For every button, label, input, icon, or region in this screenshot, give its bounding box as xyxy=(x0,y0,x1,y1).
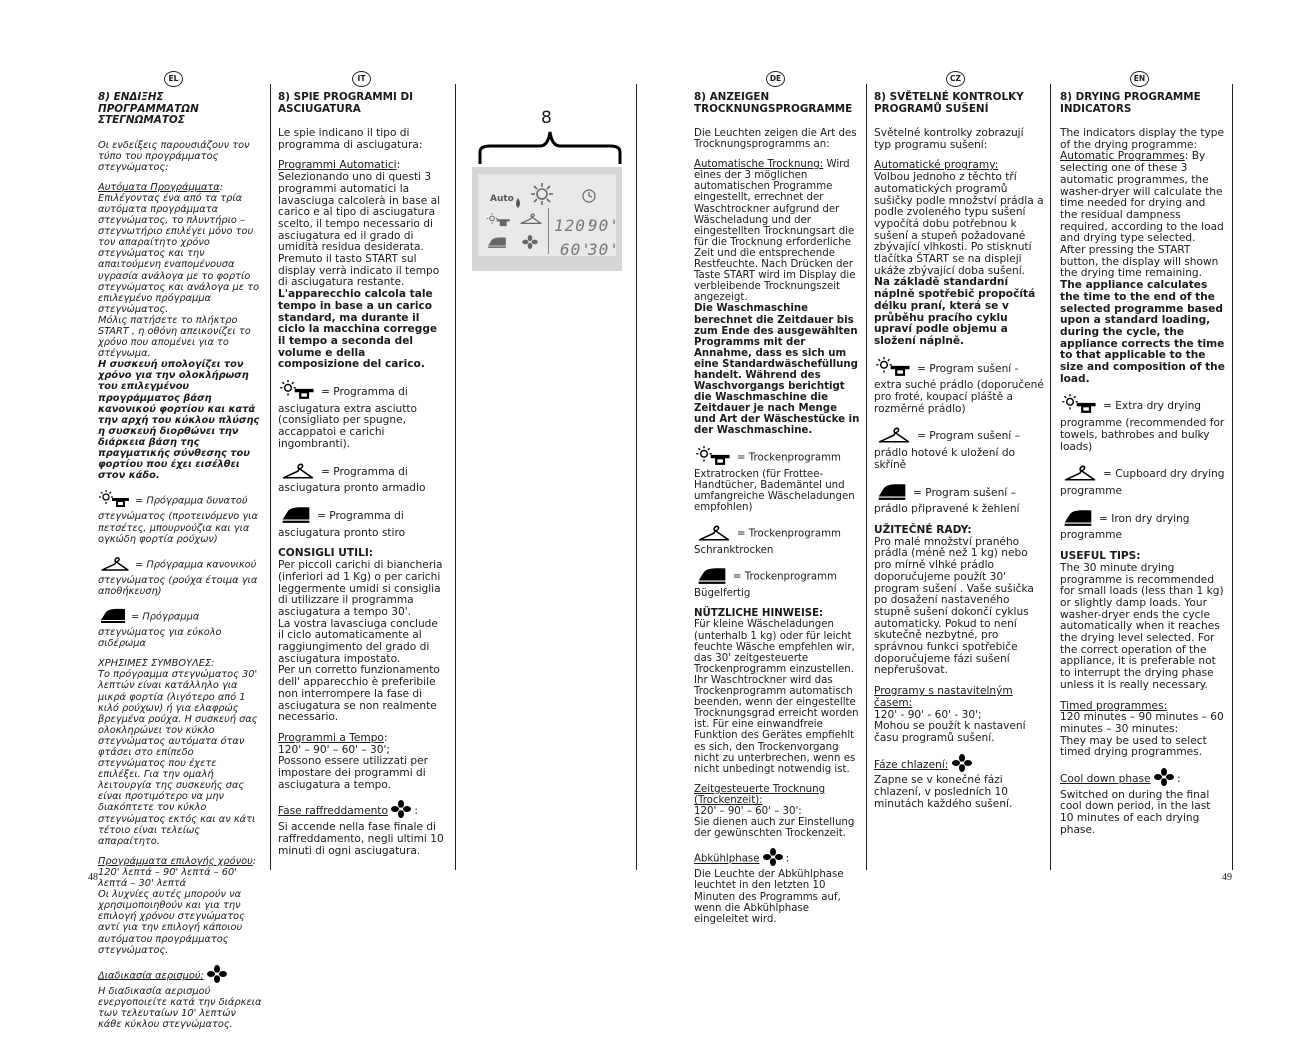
tips-heading: ΧΡΗΣΙΜΕΣ ΣΥΜΒΟΥΛΕΣ: xyxy=(98,658,215,670)
cool-section xyxy=(874,754,1044,811)
iron-row xyxy=(278,504,446,539)
cool-text: Die Leuchte der Abkühlphase leuchtet in den letzten 10 Minuten des Programms auf, wenn die Abkühlphase eingeleitet wird. xyxy=(694,869,844,925)
timed-heading: Programmi a Tempo xyxy=(278,731,384,744)
cool-text: Si accende nella fase finale di raffreddamento, negli ultimi 10 minuti di ogni asciugatura. xyxy=(278,821,444,857)
tips-section xyxy=(278,548,446,724)
tips-heading: NÜTZLICHE HINWEISE: xyxy=(694,608,824,620)
timed-heading: Timed programmes: xyxy=(1060,699,1168,712)
auto-text: Selezionando uno di questi 3 programmi automatici la lavasciuga calcolerà in base al carico e al tipo di asciugatura scelto, il tempo necessario di asciugatura ed il grado di umidità residua desiderata. Premuto il tasto START sul display verrà indicato il tempo di asciugatura restante. xyxy=(278,171,441,289)
auto-section xyxy=(874,160,1044,347)
tips-section xyxy=(874,525,1044,677)
iron-icon xyxy=(98,606,128,627)
extra-dry-text: = Extra dry drying programme (recommended for towels, bathrobes and bulky loads) xyxy=(1060,400,1225,453)
timed-text: They may be used to select timed drying programmes. xyxy=(1060,734,1207,759)
extra-dry-icon xyxy=(1060,394,1100,418)
cool-section: Fase raffreddamento : Si accende nella fase finale di raffreddamento, negli ultimi 10 minuti di ogni asciugatura. xyxy=(278,800,446,857)
iron-text: = Πρόγραμμα στεγνώματος για εύκολο σιδέρωμα xyxy=(98,611,222,650)
clock-icon xyxy=(582,188,596,207)
extra-dry-icon xyxy=(694,446,734,469)
cool-heading: Fáze chlazení: xyxy=(874,758,949,771)
column-divider xyxy=(1050,84,1051,870)
iron-row xyxy=(98,606,262,649)
cool-heading: Abkühlphase xyxy=(694,853,760,865)
column-divider xyxy=(1232,84,1233,870)
auto-bold: Η συσκευή υπολογίζει τον χρόνο για την ολοκλήρωση του επιλεγμένου προγράμματος βάση κανονικού φορτίου και κατά την αρχή του κύκλου πλύσης η συσκευή διορθώνει την διάρκεια βάση της πραγματικής σύνθεσης του φορτίου που έχει εισέλθει στον κάδο. xyxy=(98,359,260,482)
page-number-right: 49 xyxy=(1222,872,1232,883)
column-czech xyxy=(874,92,1044,819)
timed-section xyxy=(874,686,1044,745)
tips-heading: CONSIGLI UTILI: xyxy=(278,547,373,560)
hanger-icon xyxy=(98,554,132,575)
iron-icon xyxy=(874,481,910,505)
iron-icon xyxy=(486,234,508,253)
iron-text: = Programma di asciugatura pronto stiro xyxy=(278,509,406,539)
tips-section xyxy=(694,608,862,774)
timed-heading: Programy s nastavitelným časem: xyxy=(874,685,1013,709)
cupboard-text: = Programma di asciugatura pronto armadio xyxy=(278,465,426,495)
fan-icon xyxy=(391,800,411,822)
cool-heading: Διαδικασία αερισμού: xyxy=(98,970,204,982)
time-120: 120' xyxy=(554,216,597,235)
cool-text: Η διαδικασία αερισμού ενεργοποιείτε κατά την διάρκεια των τελευταίων 10' λεπτών κάθε κύκλου στεγνώματος. xyxy=(98,985,262,1031)
column-divider xyxy=(270,84,271,870)
auto-heading: Automatic Programmes xyxy=(1060,150,1185,163)
fan-icon xyxy=(522,234,538,253)
auto-section xyxy=(1060,128,1226,385)
extra-dry-row xyxy=(278,380,446,451)
cool-heading: Fase raffreddamento xyxy=(278,805,388,818)
flag-el: EL xyxy=(164,71,183,87)
intro-text: Die Leuchten zeigen die Art des Trocknungsprogramms an: xyxy=(694,128,857,151)
section-title: 8) ANZEIGEN TROCKNUNGSPROGRAMME xyxy=(694,91,853,115)
extra-dry-row xyxy=(98,490,262,544)
cupboard-row xyxy=(278,460,446,495)
cupboard-text: = Cupboard dry drying programme xyxy=(1060,468,1225,497)
column-divider xyxy=(636,84,637,870)
column-divider xyxy=(866,84,867,870)
iron-icon xyxy=(694,565,730,588)
intro-text: Světelné kontrolky zobrazují typ programu sušení: xyxy=(874,127,1024,151)
tips-text-2: La vostra lavasciuga conclude il ciclo automaticamente al raggiungimento del grado di asciugatura impostato. xyxy=(278,617,438,665)
figure-number: 8 xyxy=(541,108,552,128)
auto-heading: Automatische Trocknung: xyxy=(694,159,824,171)
flag-cz: CZ xyxy=(946,71,965,87)
hanger-icon xyxy=(518,210,544,230)
cool-section xyxy=(98,965,262,1030)
hanger-icon xyxy=(694,522,734,545)
auto-text: Επιλέγοντας ένα από τα τρία αυτόματα προγράμματα στεγνώματος, το πλυντήριο – στεγνωτήριο επιλέγει μόνο του τον απαραίτητο χρόνο στεγνώματος και την απαιτούμενη εναπομένουσα υγρασία ανάλογα με το φορτίο στεγνώματος και ανάλογα με το επιλεγμένο πρόγραμμα στεγνώματος. xyxy=(98,192,260,315)
auto-text-2: Μόλις πατήσετε το πλήκτρο START , η οθόνη απεικονίζει το χρόνο που απομένει για το στέγνωμα. xyxy=(98,314,251,360)
cupboard-row xyxy=(98,554,262,597)
section-title: 8) SPIE PROGRAMMI DI ASCIUGATURA xyxy=(278,91,413,115)
iron-text: = Iron dry drying programme xyxy=(1060,512,1190,542)
extra-dry-row xyxy=(694,446,862,513)
timed-section: Προγράμματα επιλογής χρόνου: 120' λεπτά – 90' λεπτά – 60' λεπτά – 30' λεπτά Οι λυχνίες αυτές μπορούν να χρησιμοποιηθούν και για την επιλογή χρόνου στεγνώματος αντί για την επιλογή κάποιου αυτόματου προγράμματος στεγνώματος. xyxy=(98,855,257,956)
tips-text: Per piccoli carichi di biancheria (inferiori ad 1 Kg) o per carichi leggermente umidi si consiglia di utilizzare il programma asciugatura a tempo 30'. xyxy=(278,559,443,618)
extra-dry-text: = Πρόγραμμα δυνατού στεγνώματος (προτεινόμενο για πετσέτες, μπουρνούζια και για ογκώδη φορτία ρούχων) xyxy=(98,495,258,545)
time-90: 90' xyxy=(588,216,620,235)
iron-text: = Trockenprogramm Bügelfertig xyxy=(694,571,837,600)
extra-dry-icon xyxy=(486,212,512,231)
fan-icon xyxy=(763,848,783,869)
tips-text: The 30 minute drying programme is recommended for small loads (less than 1 kg) or slightly damp loads. Your washer-dryer ends the cycle automatically when it reaches the drying level selected. For the correct operation of the appliance, it is preferable not to interrupt the drying phase unless it is really necessary. xyxy=(1060,561,1224,691)
auto-label: Auto xyxy=(490,194,514,204)
tips-text: Pro malé množství praného prádla (méně než 1 kg) nebo pro mírně vlhké prádlo doporučujeme použít 30' program sušení . Vaše sušička po dosažení nastaveného stupně sušení dokončí cyklus automaticky. Pokud to není skutečně nezbytné, pro správnou funkci spotřebiče doporučujeme fázi sušení nepřerušovat. xyxy=(874,535,1034,677)
timed-text: Mohou se použít k nastavení času programů sušení. xyxy=(874,720,1026,744)
timed-section: Programmi a Tempo: 120' – 90' – 60' – 30'; Possono essere utilizzati per impostare dei programmi di asciugatura a tempo. xyxy=(278,731,429,791)
auto-text: Wird eines der 3 möglichen automatischen Programme eingestellt, errechnet der Waschtrockner aufgrund der Wäscheladung und der eingestellten Trocknungsart die für die Trocknung erforderliche Zeit und die entsprechende Restfeuchte. Nach Drücken der Taste START wird im Display die verbleibende Trocknungszeit angezeigt. xyxy=(694,159,856,304)
auto-section xyxy=(694,159,862,436)
cupboard-text: = Program sušení – prádlo hotové k uložení do skříně xyxy=(874,430,1020,471)
extra-dry-text: = Programma di asciugatura extra asciutto (consigliato per spugne, accappatoi e carichi ingombranti). xyxy=(278,385,418,450)
hanger-icon xyxy=(278,460,318,484)
iron-icon xyxy=(278,504,314,528)
cupboard-row xyxy=(1060,462,1226,497)
sun-icon xyxy=(530,182,554,210)
auto-bold: The appliance calculates the time to the end of the selected programme based upon a standard loading, during the cycle, the appliance corrects the time to that applicable to the size and composition of the load. xyxy=(1060,279,1225,385)
timed-values: 120' – 90' – 60' – 30'; xyxy=(278,743,390,756)
time-30: 30' xyxy=(588,240,620,259)
tips-text: Το πρόγραμμα στεγνώματος 30' λεπτών είναι κατάλληλο για μικρά φορτία (λιγότερο από 1 κιλό ρούχων) ή για ελαφρώς βρεγμένα ρούχα. Η συσκευή σας ολοκληρώνει τον κύκλο στεγνώματος αυτόματα όταν φτάσει στο επίπεδο στεγνώματος που έχετε επιλέξει. Για την ομαλή λειτουργία της συσκευής σας είναι προτιμότερο να μην διακόπτετε τον κύκλο στεγνώματος εκτός και αν κάτι τέτοιο είναι τελείως απαραίτητο. xyxy=(98,669,258,847)
tips-heading: USEFUL TIPS: xyxy=(1060,550,1141,563)
tips-section xyxy=(98,658,262,847)
flag-en: EN xyxy=(1130,71,1149,87)
timed-values: 120' λεπτά – 90' λεπτά – 60' λεπτά – 30' λεπτά xyxy=(98,866,237,890)
auto-heading: Programmi Automatici xyxy=(278,159,397,172)
extra-dry-icon xyxy=(98,490,132,511)
fan-icon xyxy=(952,754,972,776)
fan-icon xyxy=(207,965,227,986)
flag-it: IT xyxy=(352,71,371,87)
display-panel xyxy=(472,167,622,271)
timed-text: Οι λυχνίες αυτές μπορούν να χρησιμοποιηθούν και για την επιλογή χρόνου στεγνώματος αντί για την επιλογή κάποιου αυτόματου προγράμματος στεγνώματος. xyxy=(98,889,245,956)
cupboard-text: = Πρόγραμμα κανονικού στεγνώματος (ρούχα έτοιμα για αποθήκευση) xyxy=(98,559,258,597)
cool-section: Cool down phase : Switched on during the final cool down period, in the last 10 minutes of each drying phase. xyxy=(1060,768,1226,837)
iron-icon xyxy=(1060,507,1096,531)
column-italian xyxy=(278,92,446,866)
auto-bold: Na základě standardní náplně spotřebič propočítá délku praní, která se v průběhu pracího cyklu upraví podle objemu a složení náplně. xyxy=(874,276,1036,347)
extra-dry-icon xyxy=(278,380,318,404)
tips-text-3: Per un corretto funzionamento dell' apparecchio è preferibile non interrompere la fase di asciugatura se non realmente necessario. xyxy=(278,664,440,724)
auto-text-2: After pressing the START button, the display will shown the drying time remaining. xyxy=(1060,244,1219,280)
timed-text: Sie dienen auch zur Einstellung der gewünschten Trockenzeit. xyxy=(694,817,855,840)
extra-dry-row xyxy=(1060,394,1226,453)
extra-dry-text: = Program sušení - extra suché prádlo (doporučené pro froté, koupací pláště a rozměrné prádlo) xyxy=(874,362,1044,415)
cool-section: Abkühlphase : Die Leuchte der Abkühlphase leuchtet in den letzten 10 Minuten des Programms auf, wenn die Abkühlphase eingeleitet wird. xyxy=(694,848,862,925)
extra-dry-text: = Trockenprogramm Extratrocken (für Frottee-Handtücher, Bademäntel und umfangreiche Wäscheladungen empfohlen) xyxy=(694,452,855,513)
hanger-icon xyxy=(874,424,914,448)
extra-dry-row xyxy=(874,357,1044,416)
timed-section xyxy=(1060,701,1226,760)
tips-heading: UŽITEČNÉ RADY: xyxy=(874,523,972,536)
page-number-left: 48 xyxy=(88,872,98,883)
cupboard-row xyxy=(874,424,1044,471)
timed-heading: Zeitgesteuerte Trocknung (Trockenzeit): xyxy=(694,783,826,806)
extra-dry-icon xyxy=(874,357,914,381)
intro-text: Οι ενδείξεις παρουσιάζουν τον τύπο του προγράμματος στεγνώματος: xyxy=(98,139,250,173)
iron-text: = Program sušení – prádlo připravené k žehlení xyxy=(874,486,1020,516)
fan-icon xyxy=(1154,768,1174,790)
timed-values: 120' - 90' - 60' - 30'; xyxy=(874,708,982,721)
auto-bold: L'apparecchio calcola tale tempo in base a un carico standard, ma durante il ciclo la macchina corregge il tempo a seconda del volume e della composizione del carico. xyxy=(278,288,438,371)
cool-text: Switched on during the final cool down period, in the last 10 minutes of each drying phase. xyxy=(1060,788,1211,836)
hanger-icon xyxy=(1060,462,1100,486)
auto-bold: Die Waschmaschine berechnet die Zeitdauer bis zum Ende des ausgewählten Programms mit der Annahme, dass es sich um eine Standardwäschefüllung handelt. Während des Waschvorgangs berichtigt die Waschmaschine die Zeitdauer je nach Menge und Art der Wäschestücke in der Waschmaschine. xyxy=(694,303,860,437)
timed-values: 120 minutes – 90 minutes – 60 minutes – 30 minutes: xyxy=(1060,711,1224,735)
section-title: 8) SVĚTELNÉ KONTROLKY PROGRAMŮ SUŠENÍ xyxy=(874,91,1024,115)
timed-values: 120' – 90' – 60' – 30': xyxy=(694,805,802,817)
intro-text: The indicators display the type of the drying programme: xyxy=(1060,127,1224,151)
display-divider xyxy=(548,208,549,254)
iron-row xyxy=(1060,507,1226,542)
iron-row xyxy=(874,481,1044,516)
timed-heading: Προγράμματα επιλογής χρόνου xyxy=(98,855,253,867)
tips-section xyxy=(1060,551,1226,691)
auto-heading: Automatické programy: xyxy=(874,159,999,172)
column-greek xyxy=(98,92,262,1039)
tips-text: Für kleine Wäscheladungen (unterhalb 1 kg) oder für leicht feuchte Wäsche empfehlen wir, das 30' zeitgesteuerte Trockenprogramm einzustellen. Ihr Waschtrockner wird das Trockenprogramm automatisch beenden, wenn der eingestellte Trocknungsgrad erreicht worden ist. Für eine einwandfreie Funktion des Gerätes empfiehlt es sich, den Trockenvorgang nicht zu unterbrechen, wenn es nicht unbedingt notwendig ist. xyxy=(694,619,859,775)
auto-heading: Αυτόματα Προγράμματα xyxy=(98,181,220,193)
column-german xyxy=(694,92,862,934)
timed-section xyxy=(694,784,862,839)
iron-row xyxy=(694,565,862,599)
auto-section: Αυτόματα Προγράμματα: Επιλέγοντας ένα από τα τρία αυτόματα προγράμματα στεγνώματος, το πλυντήριο – στεγνωτήριο επιλέγει μόνο του τον απαραίτητο χρόνο στεγνώματος και την απαιτούμενη εναπομένουσα υγρασία ανάλογα με το φορτίο στεγνώματος και ανάλογα με το επιλεγμένο πρόγραμμα στεγνώματος. Μόλις πατήσετε το πλήκτρο START , η οθόνη απεικονίζει το χρόνο που απομένει για το στέγνωμα. Η συσκευή υπολογίζει τον χρόνο για την ολοκλήρωση του επιλεγμένου προγράμματος βάση κανονικού φορτίου και κατά την αρχή του κύκλου πλύσης η συσκευή διορθώνει την διάρκεια βάση της πραγματικής σύνθεσης του φορτίου που έχει εισέλθει στον κάδο. xyxy=(98,181,260,482)
figure-bracket xyxy=(476,128,624,166)
auto-section: Programmi Automatici: Selezionando uno di questi 3 programmi automatici la lavasciuga calcolerà in base al carico e al tipo di asciugatura scelto, il tempo necessario di asciugatura ed il grado di umidità residua desiderata. Premuto il tasto START sul display verrà indicato il tempo di asciugatura restante. L'apparecchio calcola tale tempo in base a un carico standard, ma durante il ciclo la macchina corregge il tempo a seconda del volume e della composizione del carico. xyxy=(278,159,441,371)
column-english xyxy=(1060,92,1226,846)
auto-text: : By selecting one of these 3 automatic programmes, the washer-dryer will calculate the time needed for drying and the residual dampness required, according to the load and drying type selected. xyxy=(1060,150,1224,245)
column-divider xyxy=(455,84,456,870)
cupboard-row xyxy=(694,522,862,556)
display-screen xyxy=(478,174,620,259)
time-60: 60' xyxy=(560,240,592,259)
auto-text: Volbou jednoho z těchto tří automatických programů sušičky podle množství prádla a podle zvoleného typu sušení vypočítá dobu potřebnou k sušení a stupeň požadované zbývající vlhkosti. Po stisknutí tlačítka ŠTART se na displeji ukáže zbývající doba sušení. xyxy=(874,171,1044,277)
cupboard-text: = Trockenprogramm Schranktrocken xyxy=(694,528,841,557)
cool-heading: Cool down phase xyxy=(1060,772,1151,785)
cool-text: Zapne se v konečné fázi chlazení, v posledních 10 minutách každého sušení. xyxy=(874,774,1013,810)
timed-text: Possono essere utilizzati per impostare dei programmi di asciugatura a tempo. xyxy=(278,755,429,791)
flag-de: DE xyxy=(766,71,785,87)
section-title: 8) DRYING PROGRAMME INDICATORS xyxy=(1060,91,1201,115)
intro-text: Le spie indicano il tipo di programma di asciugatura: xyxy=(278,127,423,151)
section-title: 8) ΕΝΔΙΞΗΣ ΠΡΟΓΡΑΜΜΑΤΩΝ ΣΤΕΓΝΩΜΑΤΟΣ xyxy=(98,91,199,126)
